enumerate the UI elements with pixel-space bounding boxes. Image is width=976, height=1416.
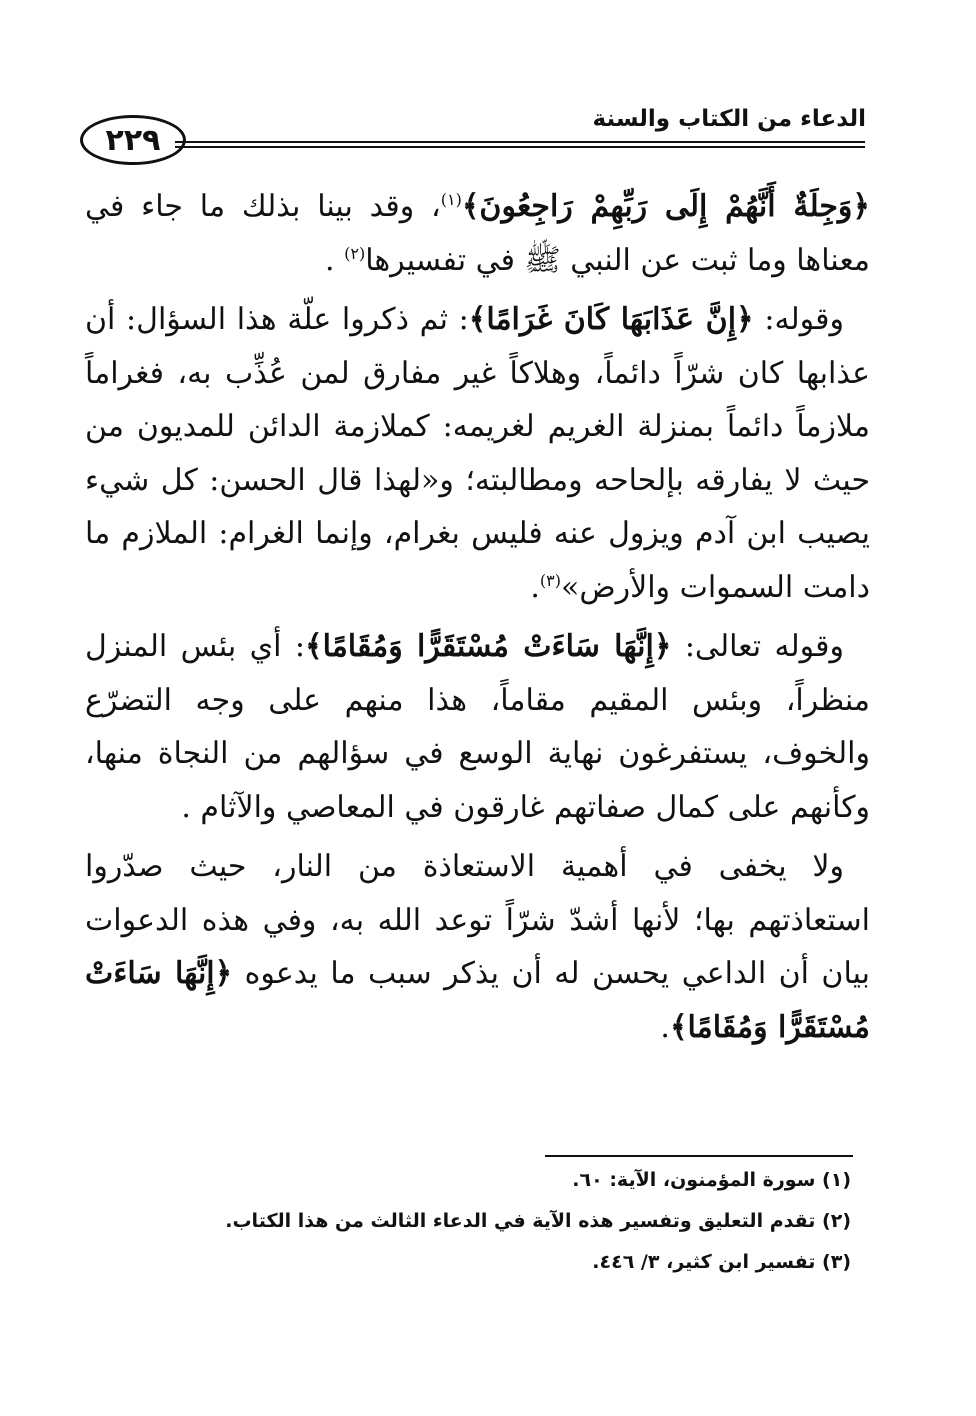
paragraph-text: : أي بئس المنزل منظراً، وبئس المقيم مقاماً، هذا منهم على وجه التضرّع والخوف، يستفرغون نهاية الوسع في سؤالهم من النجاة منها، وكأنهم على كمال صفاتهم غارقون في المعاصي والآثام .	[85, 629, 870, 825]
paragraph-3	[85, 620, 870, 834]
footnote-3: (٣) تفسير ابن كثير، ٣/ ٤٤٦.	[592, 1251, 851, 1273]
paragraph-end: .	[660, 1009, 670, 1045]
quran-verse: ﴿إِنَّهَا سَاءَتْ مُسْتَقَرًّا وَمُقَامًا﴾	[305, 629, 672, 664]
quran-verse: ﴿إِنَّهَا سَاءَتْ مُسْتَقَرًّا وَمُقَامًا﴾	[85, 956, 870, 1045]
footnote-rule	[545, 1155, 853, 1157]
header-rule	[175, 141, 865, 148]
footnote-ref-2: (٢)	[344, 243, 366, 263]
footnotes	[225, 1160, 851, 1283]
running-title: الدعاء من الكتاب والسنة	[592, 106, 866, 132]
paragraph-text: ولا يخفى في أهمية الاستعاذة من النار، حيث صدّروا استعاذتهم بها؛ لأنها أشدّ شرّاً توعد الله به، وفي هذه الدعوات بيان أن الداعي يحسن له أن يذكر سبب ما يدعوه	[85, 849, 870, 991]
main-text	[85, 180, 870, 1060]
paragraph-text: ، وقد بينا بذلك ما جاء في معناها وما ثبت عن النبي ﷺ في تفسيرها	[85, 189, 870, 278]
quran-verse: ﴿وَجِلَةٌ أَنَّهُمْ إِلَى رَبِّهِمْ رَاجِعُونَ﴾	[461, 189, 870, 224]
page-number: ٢٢٩	[80, 115, 186, 165]
paragraph-end: .	[530, 569, 540, 605]
footnote-2: (٢) تقدم التعليق وتفسير هذه الآية في الدعاء الثالث من هذا الكتاب.	[225, 1210, 851, 1232]
footnote-ref-1: (١)	[440, 190, 462, 209]
footnote-1: (١) سورة المؤمنون، الآية: ٦٠.	[572, 1169, 851, 1191]
paragraph-lead: وقوله تعالى:	[671, 629, 844, 664]
paragraph-1	[85, 180, 870, 287]
paragraph-text: : ثم ذكروا علّة هذا السؤال: أن عذابها كان شرّاً دائماً، وهلاكاً غير مفارق لمن عُذِّب به، فغراماً ملازماً دائماً بمنزلة الغريم لغريمه: كملازمة الدائن للمديون من حيث لا يفارقه بإلحاحه ومطالبته؛ و«لهذا قال الحسن: كل شيء يصيب ابن آدم ويزول عنه فليس بغرام، وإنما الغرام: الملازم ما دامت السموات والأرض»	[85, 302, 870, 605]
paragraph-2	[85, 293, 870, 614]
paragraph-end: .	[325, 242, 345, 278]
footnote-ref-3: (٣)	[539, 570, 561, 590]
paragraph-4	[85, 840, 870, 1054]
paragraph-lead: وقوله:	[753, 302, 844, 337]
quran-verse: ﴿إِنَّ عَذَابَهَا كَانَ غَرَامًا﴾	[468, 302, 754, 337]
